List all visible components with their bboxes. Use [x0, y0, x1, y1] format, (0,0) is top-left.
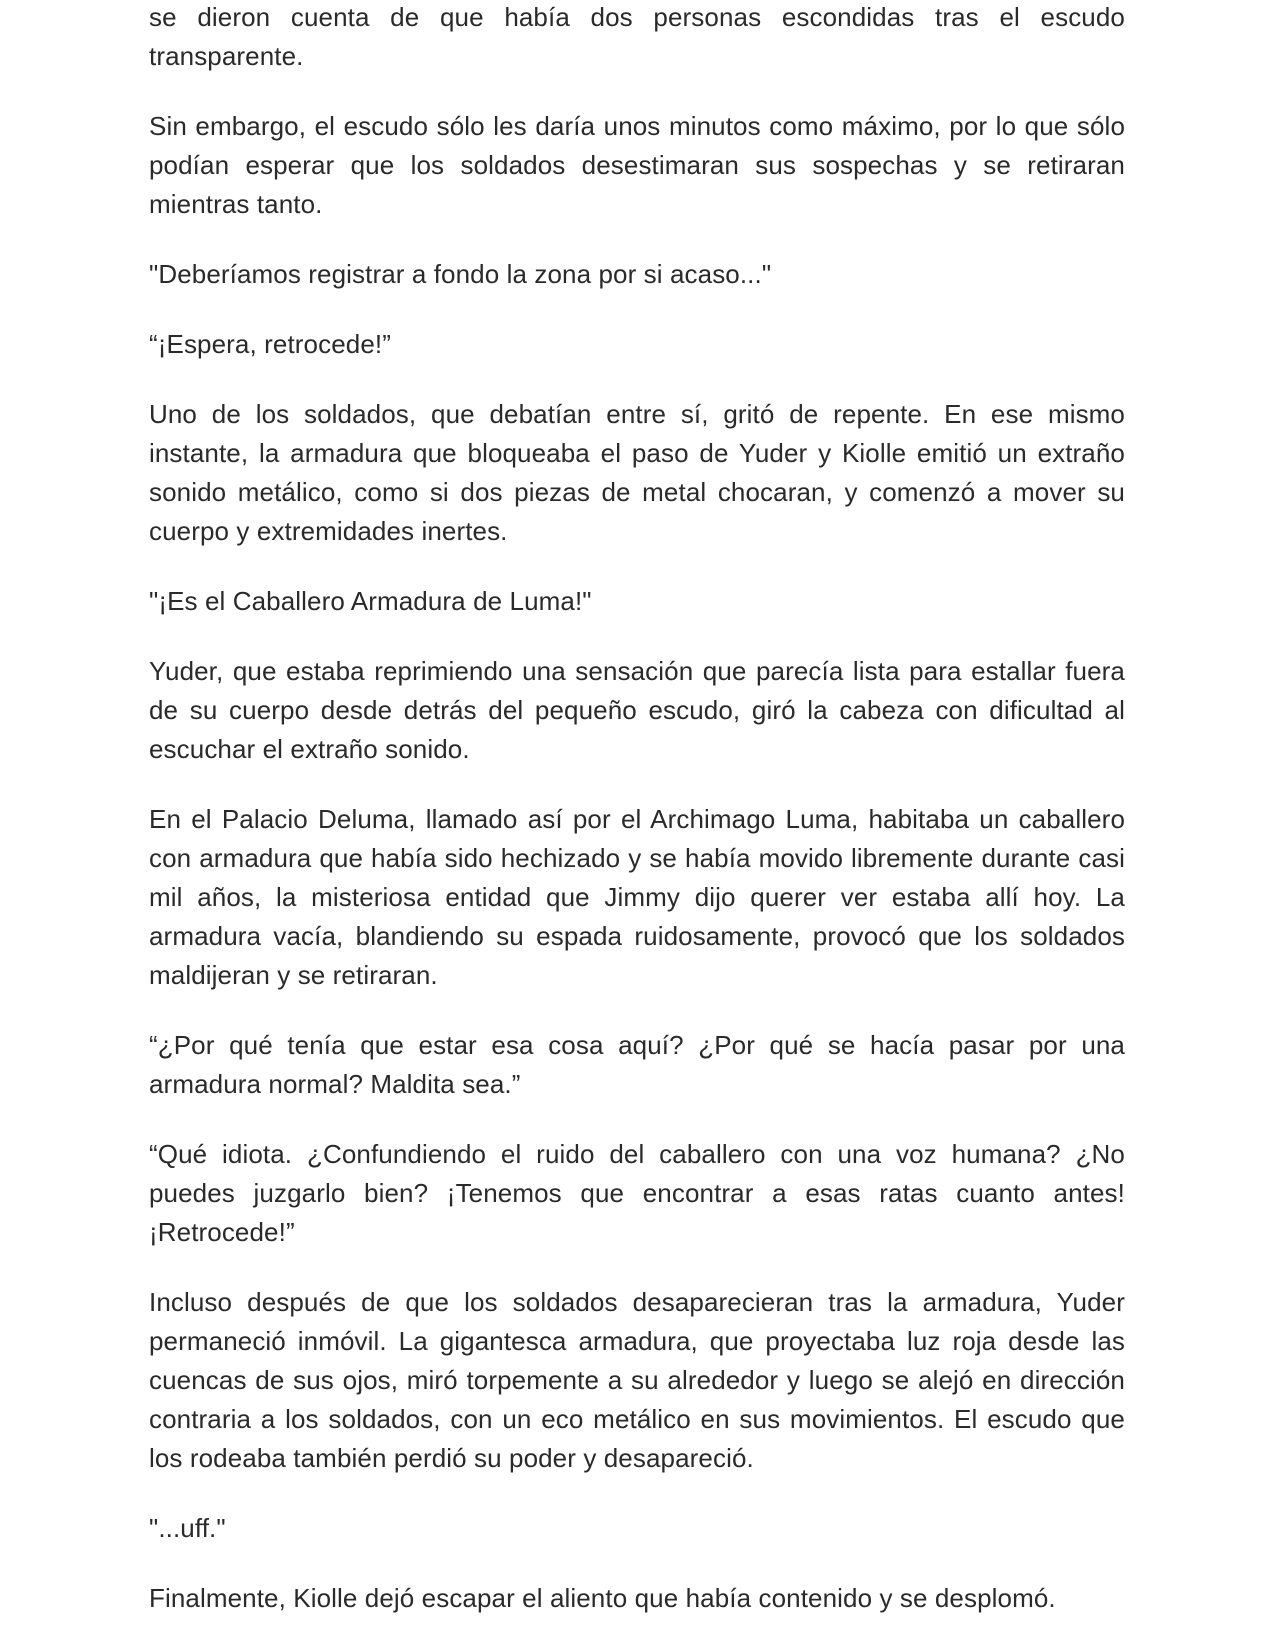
paragraph-12: "...uff."	[149, 1513, 226, 1543]
paragraph-5: Uno de los soldados, que debatían entre sí, gritó de repente. En ese mismo instante, la armadura que bloqueaba el paso de Yuder y Kiolle emitió un extraño sonido metálico, como si dos piezas de metal chocaran, y comenzó a mover su cuerpo y extremidades inertes.	[149, 399, 1125, 546]
paragraph-11: Incluso después de que los soldados desaparecieran tras la armadura, Yuder permaneció inmóvil. La gigantesca armadura, que proyectaba luz roja desde las cuencas de sus ojos, miró torpemente a su alrededor y luego se alejó en dirección contraria a los soldados, con un eco metálico en sus movimientos. El escudo que los rodeaba también perdió su poder y desapareció.	[149, 1287, 1125, 1473]
paragraph-8: En el Palacio Deluma, llamado así por el Archimago Luma, habitaba un caballero con armadura que había sido hechizado y se había movido libremente durante casi mil años, la misteriosa entidad que Jimmy dijo querer ver estaba allí hoy. La armadura vacía, blandiendo su espada ruidosamente, provocó que los soldados maldijeran y se retiraran.	[149, 804, 1125, 990]
paragraph-2: Sin embargo, el escudo sólo les daría unos minutos como máximo, por lo que sólo podían esperar que los soldados desestimaran sus sospechas y se retiraran mientras tanto.	[149, 111, 1125, 219]
paragraph-4: “¡Espera, retrocede!”	[149, 329, 391, 359]
paragraph-3: "Deberíamos registrar a fondo la zona por si acaso..."	[149, 259, 772, 289]
document-page	[149, 0, 1125, 1649]
paragraph-1: se dieron cuenta de que había dos personas escondidas tras el escudo transparente.	[149, 2, 1125, 71]
paragraph-13: Finalmente, Kiolle dejó escapar el aliento que había contenido y se desplomó.	[149, 1583, 1056, 1613]
paragraph-10: “Qué idiota. ¿Confundiendo el ruido del caballero con una voz humana? ¿No puedes juzgarlo bien? ¡Tenemos que encontrar a esas ratas cuanto antes! ¡Retrocede!”	[149, 1139, 1125, 1247]
paragraph-6: "¡Es el Caballero Armadura de Luma!"	[149, 586, 592, 616]
paragraph-9: “¿Por qué tenía que estar esa cosa aquí? ¿Por qué se hacía pasar por una armadura normal? Maldita sea.”	[149, 1030, 1125, 1099]
paragraph-7: Yuder, que estaba reprimiendo una sensación que parecía lista para estallar fuera de su cuerpo desde detrás del pequeño escudo, giró la cabeza con dificultad al escuchar el extraño sonido.	[149, 656, 1125, 764]
